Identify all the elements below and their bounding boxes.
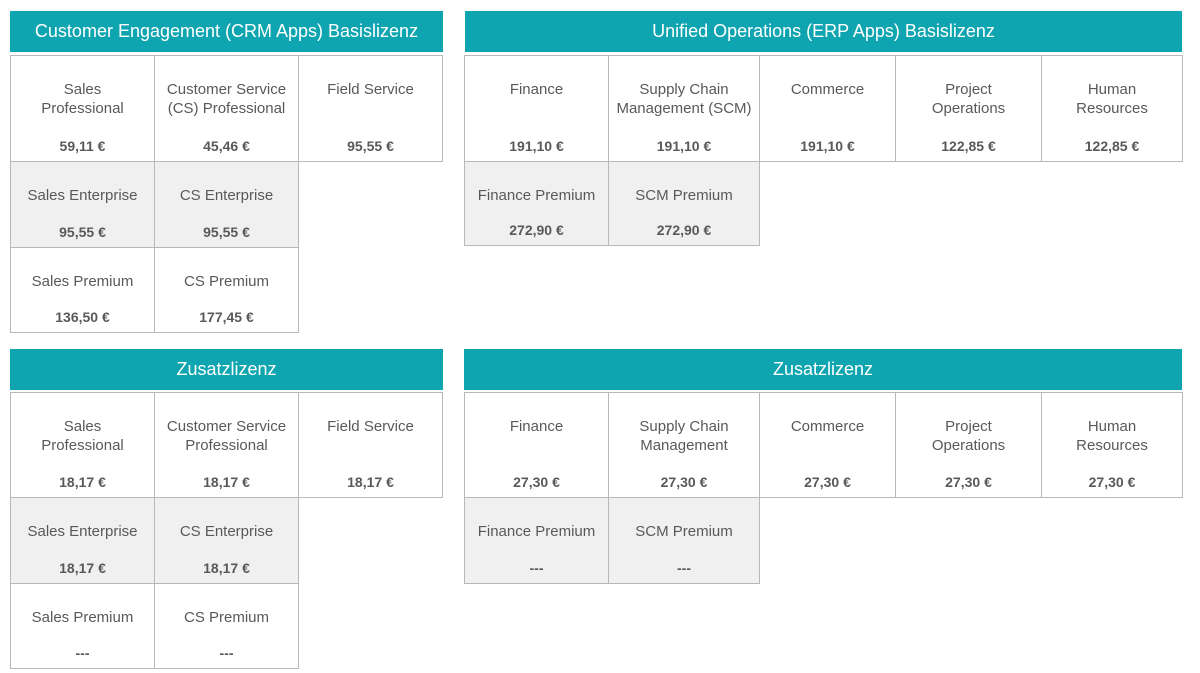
erp-base-header: Unified Operations (ERP Apps) Basislizenz	[465, 11, 1182, 52]
addon-cell-scm-premium	[608, 497, 760, 584]
license-name: Commerce	[790, 81, 865, 98]
license-cell-sales-enterprise	[10, 161, 155, 248]
license-cell-field-service	[298, 55, 443, 162]
license-name: CS Enterprise	[179, 523, 274, 540]
license-price: ---	[677, 560, 691, 576]
license-name: Sales Professional	[41, 81, 124, 117]
license-price: 272,90 €	[509, 222, 564, 238]
license-name: Field Service	[327, 81, 414, 98]
license-price: 177,45 €	[199, 309, 254, 325]
addon-cell-field-service	[298, 392, 443, 498]
crm-addon-header: Zusatzlizenz	[10, 349, 443, 390]
license-name: CS Premium	[183, 273, 269, 290]
addon-cell-finance	[464, 392, 609, 498]
addon-cell-sales-premium	[10, 583, 155, 669]
license-price: ---	[75, 645, 90, 661]
license-cell-customer-service-professional	[154, 55, 299, 162]
license-name: CS Premium	[183, 609, 269, 626]
license-price: 191,10 €	[656, 138, 712, 154]
license-price: 59,11 €	[59, 138, 106, 154]
license-price: 122,85 €	[1084, 138, 1140, 154]
license-name: Finance	[509, 418, 564, 435]
addon-cell-customer-service-professional	[154, 392, 299, 498]
addon-cell-project-operations	[895, 392, 1042, 498]
license-name: Sales Premium	[31, 609, 134, 626]
license-name: Human Resources	[1076, 81, 1148, 117]
license-name: Customer Service (CS) Professional	[166, 81, 287, 117]
license-price: 27,30 €	[804, 474, 851, 490]
license-cell-cs-premium	[154, 247, 299, 333]
license-name: Finance Premium	[477, 523, 596, 540]
license-name: Field Service	[327, 418, 414, 435]
license-price: 27,30 €	[945, 474, 992, 490]
license-price: 18,17 €	[59, 474, 106, 490]
license-cell-finance	[464, 55, 609, 162]
license-price: 27,30 €	[660, 474, 708, 490]
license-price: 18,17 €	[347, 474, 394, 490]
license-cell-project-operations	[895, 55, 1042, 162]
license-cell-sales-premium	[10, 247, 155, 333]
license-price: 95,55 €	[347, 138, 394, 154]
license-cell-supply-chain-management	[608, 55, 760, 162]
license-price: 95,55 €	[59, 224, 106, 240]
license-price: 18,17 €	[203, 474, 250, 490]
license-cell-human-resources	[1041, 55, 1183, 162]
license-price: 191,10 €	[509, 138, 564, 154]
license-price: 191,10 €	[800, 138, 855, 154]
addon-cell-sales-enterprise	[10, 497, 155, 584]
license-cell-cs-enterprise	[154, 161, 299, 248]
license-cell-scm-premium	[608, 161, 760, 246]
license-price: 136,50 €	[55, 309, 110, 325]
addon-cell-finance-premium	[464, 497, 609, 584]
license-price: 18,17 €	[203, 560, 250, 576]
addon-cell-commerce	[759, 392, 896, 498]
addon-cell-cs-premium	[154, 583, 299, 669]
license-cell-sales-professional	[10, 55, 155, 162]
license-name: SCM Premium	[635, 523, 733, 540]
license-name: Sales Professional	[41, 418, 124, 454]
license-price: 122,85 €	[941, 138, 996, 154]
license-price: 45,46 €	[203, 138, 250, 154]
license-price: 18,17 €	[59, 560, 106, 576]
license-cell-commerce	[759, 55, 896, 162]
license-name: Sales Enterprise	[27, 523, 138, 540]
license-name: SCM Premium	[635, 187, 733, 204]
license-name: Supply Chain Management (SCM)	[616, 81, 752, 117]
addon-cell-human-resources	[1041, 392, 1183, 498]
license-name: Sales Premium	[31, 273, 134, 290]
erp-addon-header: Zusatzlizenz	[464, 349, 1182, 390]
license-price: 27,30 €	[1088, 474, 1136, 490]
license-name: Project Operations	[931, 418, 1006, 454]
license-name: Human Resources	[1076, 418, 1148, 454]
license-name: Supply Chain Management	[639, 418, 729, 454]
license-name: Finance Premium	[477, 187, 596, 204]
crm-base-header: Customer Engagement (CRM Apps) Basislizenz	[10, 11, 443, 52]
license-name: CS Enterprise	[179, 187, 274, 204]
license-price: 272,90 €	[656, 222, 712, 238]
addon-cell-cs-enterprise	[154, 497, 299, 584]
license-name: Customer Service Professional	[166, 418, 287, 454]
license-cell-finance-premium	[464, 161, 609, 246]
addon-cell-supply-chain-management	[608, 392, 760, 498]
license-price: 95,55 €	[203, 224, 250, 240]
license-name: Project Operations	[931, 81, 1006, 117]
license-name: Commerce	[790, 418, 865, 435]
license-price: ---	[219, 645, 234, 661]
addon-cell-sales-professional	[10, 392, 155, 498]
license-price: ---	[529, 560, 544, 576]
license-price: 27,30 €	[513, 474, 560, 490]
license-name: Sales Enterprise	[27, 187, 138, 204]
license-name: Finance	[509, 81, 564, 98]
